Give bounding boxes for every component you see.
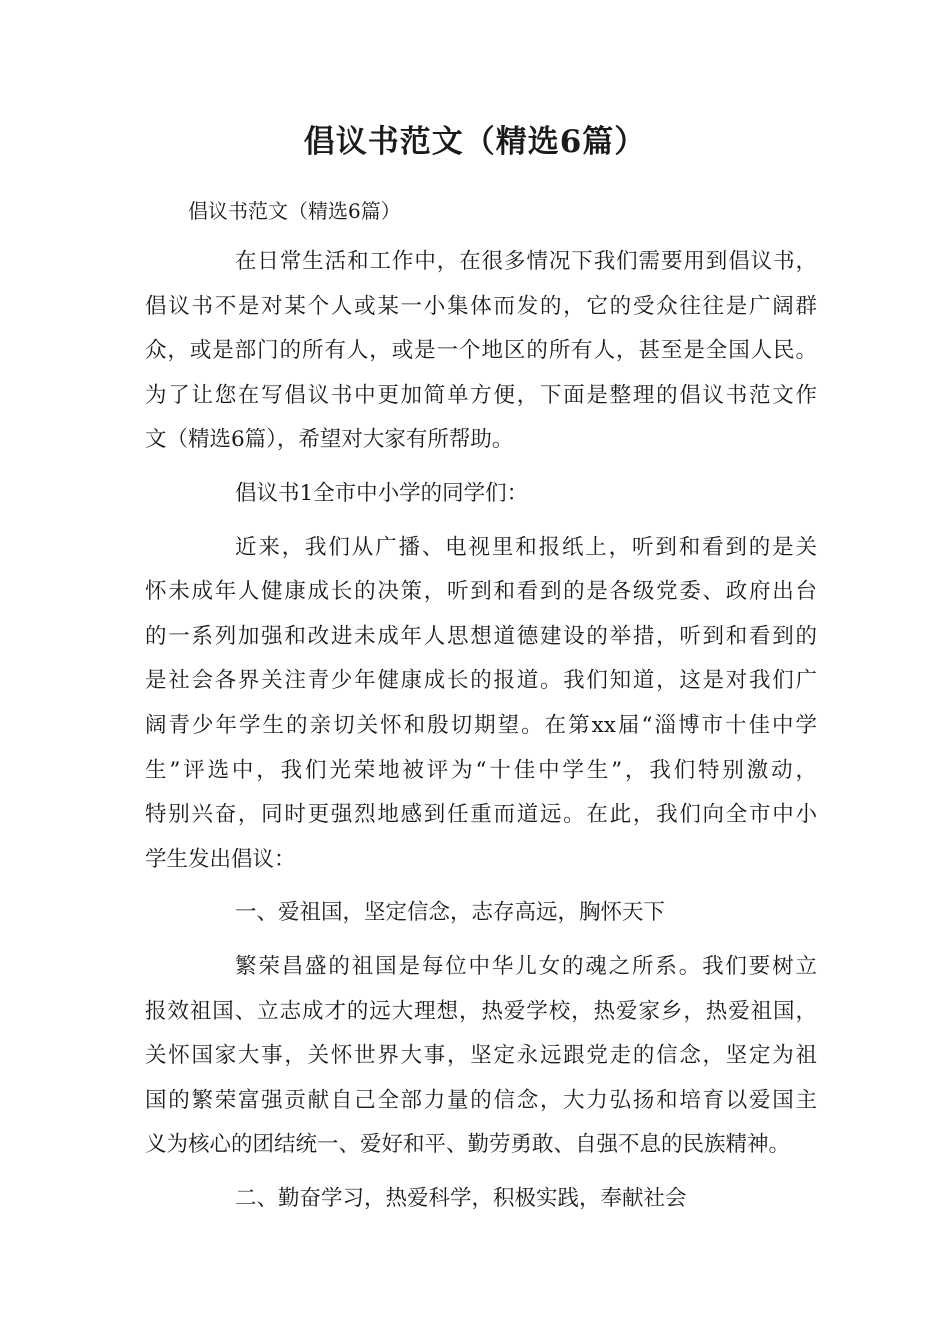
paragraph-line: 学生发出倡议： <box>145 846 296 872</box>
paragraph-line: 阔青少年学生的亲切关怀和殷切期望。在第xx届“淄博市十佳中学 <box>145 712 817 738</box>
paragraph-line: 近来，我们从广播、电视里和报纸上，听到和看到的是关 <box>235 534 817 560</box>
paragraph-line: 繁荣昌盛的祖国是每位中华儿女的魂之所系。我们要树立 <box>235 953 817 979</box>
paragraph-line: 倡议书不是对某个人或某一小集体而发的，它的受众往往是广阔群 <box>145 293 817 319</box>
paragraph <box>145 526 817 883</box>
paragraph-line: 关怀国家大事，关怀世界大事，坚定永远跟党走的信念，坚定为祖 <box>145 1043 817 1069</box>
paragraph-line: 国的繁荣富强贡献自己全部力量的信念，大力弘扬和培育以爱国主 <box>145 1087 817 1113</box>
paragraph-line: 一、爱祖国，坚定信念，志存高远，胸怀天下 <box>235 900 666 926</box>
paragraph <box>145 472 817 517</box>
document-subtitle: 倡议书范文（精选6篇） <box>188 199 401 223</box>
paragraph-line: 的一系列加强和改进未成年人思想道德建设的举措，听到和看到的 <box>145 623 817 649</box>
paragraph-line: 倡议书1全市中小学的同学们： <box>235 480 529 506</box>
document-title: 倡议书范文（精选6篇） <box>303 124 647 160</box>
paragraph-line: 众，或是部门的所有人，或是一个地区的所有人，甚至是全国人民。 <box>145 338 817 364</box>
paragraph-line: 为了让您在写倡议书中更加简单方便，下面是整理的倡议书范文作 <box>145 382 817 408</box>
paragraph-line: 文（精选6篇），希望对大家有所帮助。 <box>145 427 514 453</box>
paragraph <box>145 240 817 463</box>
paragraph-line: 怀未成年人健康成长的决策，听到和看到的是各级党委、政府出台 <box>145 579 817 605</box>
paragraph-line: 生”评选中，我们光荣地被评为“十佳中学生”，我们特别激动， <box>145 757 817 783</box>
paragraph-line: 二、勤奋学习，热爱科学，积极实践，奉献社会 <box>235 1185 687 1211</box>
paragraph <box>145 945 817 1168</box>
paragraph <box>145 891 817 936</box>
paragraph-line: 在日常生活和工作中，在很多情况下我们需要用到倡议书， <box>235 249 817 274</box>
paragraph-line: 义为核心的团结统一、爱好和平、勤劳勇敢、自强不息的民族精神。 <box>145 1132 791 1158</box>
paragraph <box>145 1177 817 1222</box>
paragraph-line: 是社会各界关注青少年健康成长的报道。我们知道，这是对我们广 <box>145 668 817 694</box>
paragraph-line: 特别兴奋，同时更强烈地感到任重而道远。在此，我们向全市中小 <box>145 802 817 828</box>
document-body <box>145 240 817 1230</box>
paragraph-line: 报效祖国、立志成才的远大理想，热爱学校，热爱家乡，热爱祖国， <box>145 998 817 1024</box>
